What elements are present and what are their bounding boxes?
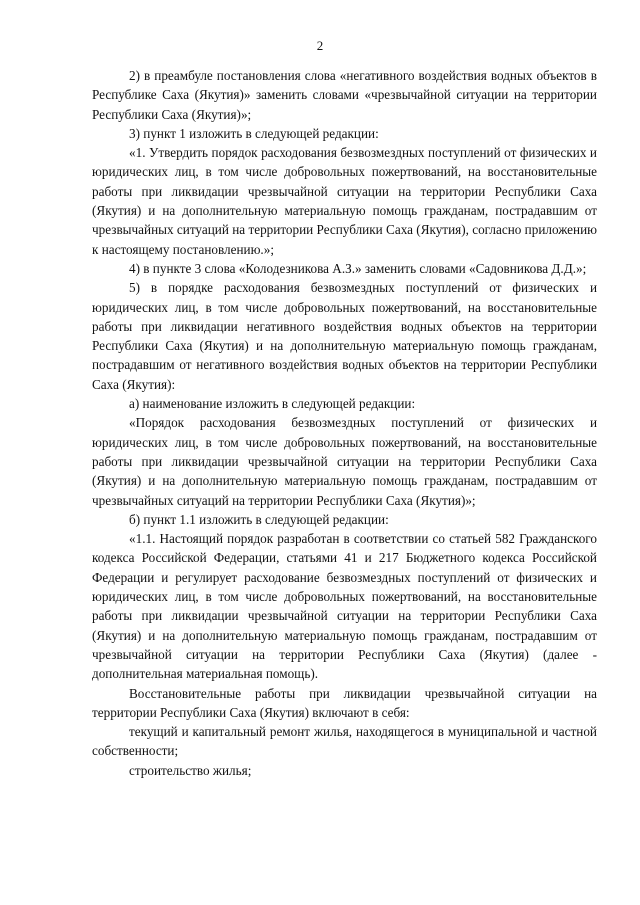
paragraph-subitem-a: а) наименование изложить в следующей редакции: [129, 396, 416, 412]
paragraph-amendment-5: 5) в порядке расходования безвозмездных поступлений от физических и юридических лиц, в том числе добровольных пожертвований, на восстановительные работы при ликвидации негативного воздействия водных объектов на территории Республики Саха (Якутия) и на дополнительную материальную помощь гражданам, пострадавшим от негативного воздействия водных объектов на территории Республики Саха (Якутия): [92, 280, 597, 392]
page-number: 2 [316, 38, 324, 53]
paragraph-works-item-construction: строительство жилья; [129, 762, 252, 778]
paragraph-point-1-text: «1. Утвердить порядок расходования безвозмездных поступлений от физических и юридических лиц, в том числе добровольных пожертвований, на восстановительные работы при ликвидации чрезвычайной ситуации на территории Республики Саха (Якутия) и на дополнительную материальную помощь гражданам, пострадавшим от чрезвычайных ситуаций на территории Республики Саха (Якутия), согласно приложению к настоящему постановлению.»; [92, 145, 597, 257]
paragraph-amendment-3: 3) пункт 1 изложить в следующей редакции: [129, 125, 379, 141]
paragraph-point-1-1-text: «1.1. Настоящий порядок разработан в соответствии со статьей 582 Гражданского кодекса Российской Федерации, статьями 41 и 217 Бюджетного кодекса Российской Федерации и регулирует расходование безвозмездных поступлений от физических и юридических лиц, в том числе добровольных пожертвований, на восстановительные работы при ликвидации чрезвычайной ситуации на территории Республики Саха (Якутия) и на дополнительную материальную помощь гражданам, пострадавшим от чрезвычайной ситуации на территории Республики Саха (Якутия) (далее - дополнительная материальная помощь). [92, 531, 597, 682]
paragraph-new-title: «Порядок расходования безвозмездных поступлений от физических и юридических лиц, в том числе добровольных пожертвований, на восстановительные работы при ликвидации чрезвычайной ситуации на территории Республики Саха (Якутия) и на дополнительную материальную помощь гражданам, пострадавшим от чрезвычайных ситуаций на территории Республики Саха (Якутия)»; [92, 415, 597, 508]
paragraph-subitem-b: б) пункт 1.1 изложить в следующей редакции: [129, 511, 389, 527]
paragraph-works-item-repair: текущий и капитальный ремонт жилья, находящегося в муниципальной и частной собственности; [92, 724, 597, 759]
paragraph-amendment-2: 2) в преамбуле постановления слова «негативного воздействия водных объектов в Республике Саха (Якутия)» заменить словами «чрезвычайной ситуации на территории Республики Саха (Якутия)»; [92, 68, 597, 122]
paragraph-amendment-4: 4) в пункте 3 слова «Колодезникова А.З.» заменить словами «Садовникова Д.Д.»; [129, 260, 587, 276]
paragraph-works-intro: Восстановительные работы при ликвидации чрезвычайной ситуации на территории Республики Саха (Якутия) включают в себя: [92, 685, 597, 720]
document-body [92, 66, 597, 780]
